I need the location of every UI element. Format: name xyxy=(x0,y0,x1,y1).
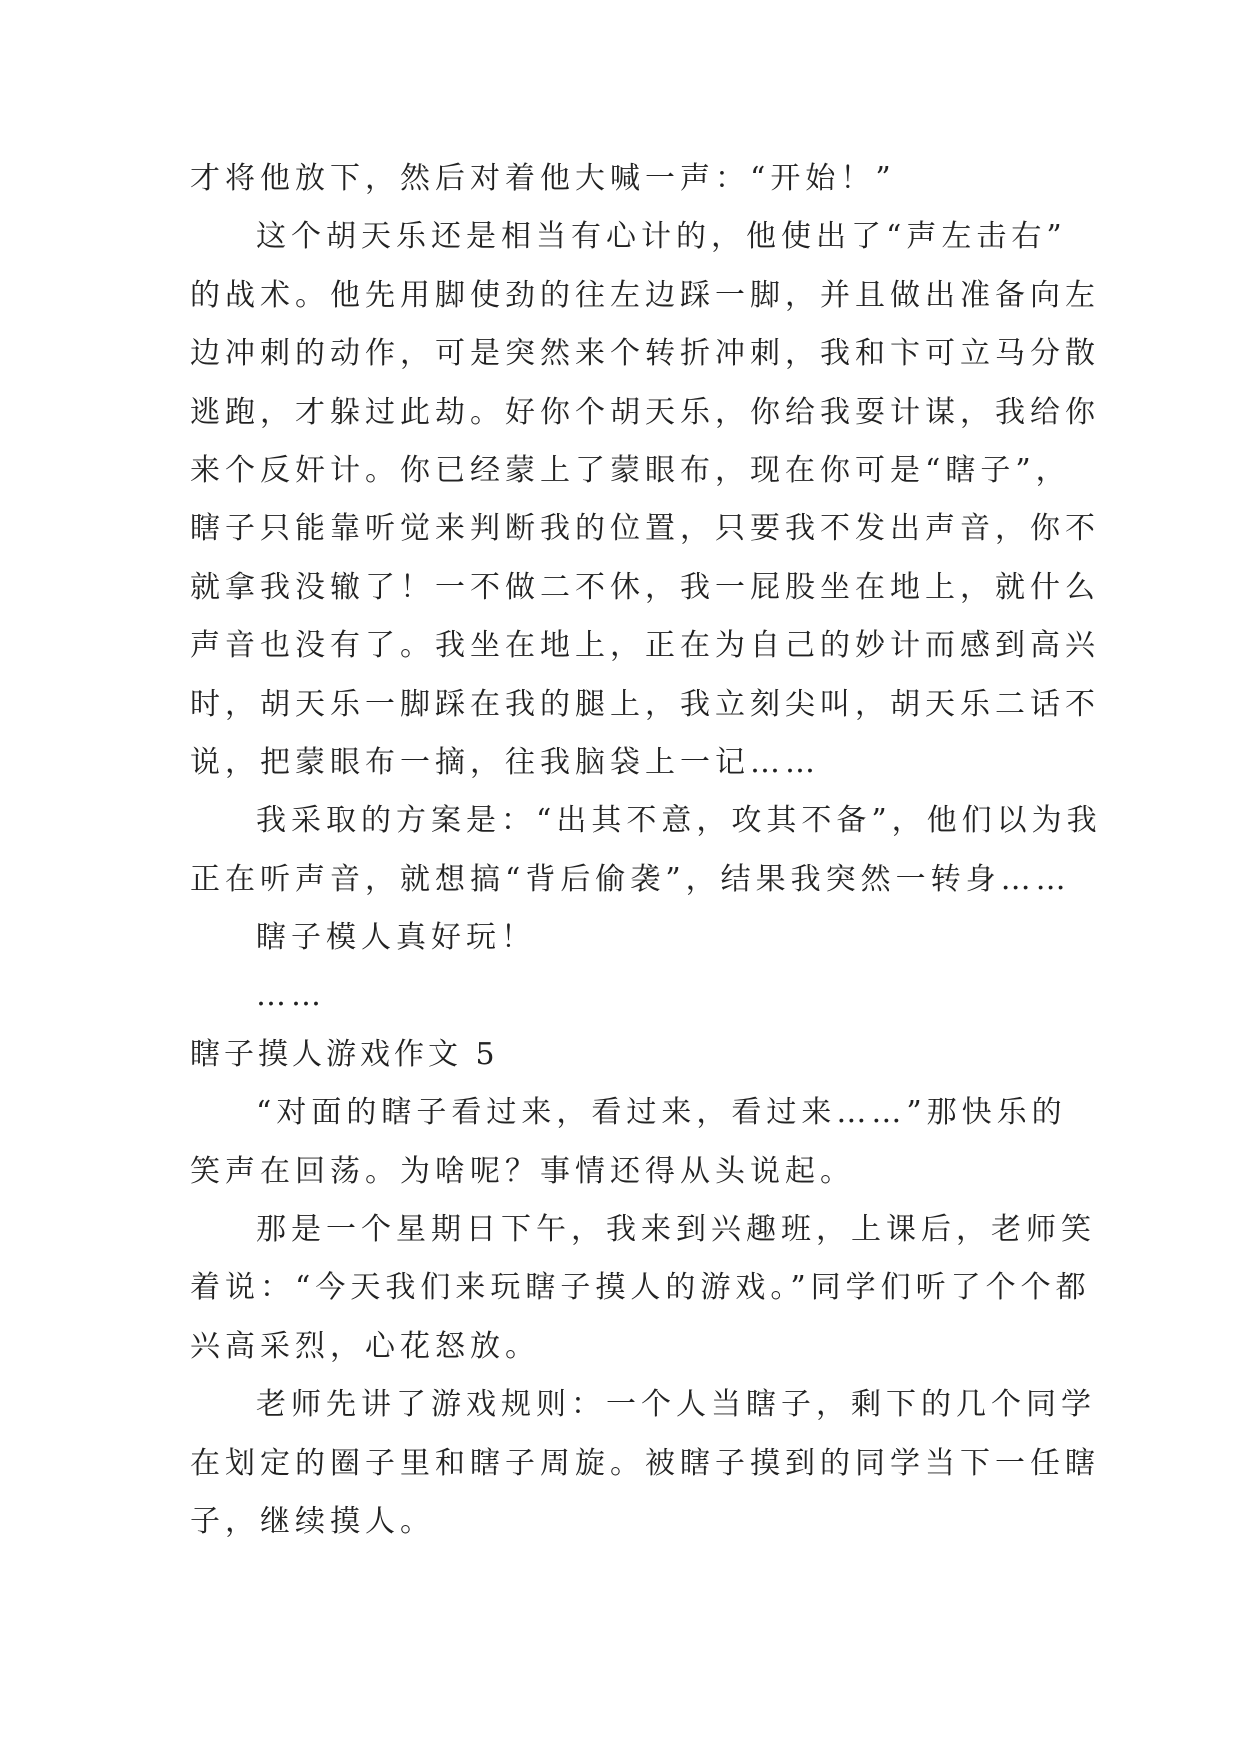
paragraph-line: 在划定的圈子里和瞎子周旋。被瞎子摸到的同学当下一任瞎 xyxy=(190,1445,1100,1481)
paragraph-line: 时，胡天乐一脚踩在我的腿上，我立刻尖叫，胡天乐二话不 xyxy=(190,686,1100,722)
paragraph-line: 那是一个星期日下午，我来到兴趣班，上课后，老师笑 xyxy=(256,1212,1096,1248)
paragraph-line: 子，继续摸人。 xyxy=(190,1503,435,1539)
paragraph-line: 来个反奸计。你已经蒙上了蒙眼布，现在你可是“瞎子”， xyxy=(190,452,1071,488)
paragraph-line: 老师先讲了游戏规则：一个人当瞎子，剩下的几个同学 xyxy=(256,1387,1096,1423)
paragraph-line: 才将他放下，然后对着他大喊一声：“开始！” xyxy=(190,161,896,196)
paragraph-line: 兴高采烈，心花怒放。 xyxy=(190,1328,540,1364)
paragraph-line: 瞎子模人真好玩！ xyxy=(256,920,536,956)
paragraph-line: 就拿我没辙了！一不做二不休，我一屁股坐在地上，就什么 xyxy=(190,569,1100,605)
paragraph-line: 着说：“今天我们来玩瞎子摸人的游戏。”同学们听了个个都 xyxy=(190,1270,1091,1306)
paragraph-line: 的战术。他先用脚使劲的往左边踩一脚，并且做出准备向左 xyxy=(190,277,1100,313)
essay-heading: 瞎子摸人游戏作文 5 xyxy=(190,1036,499,1072)
paragraph-line: 声音也没有了。我坐在地上，正在为自己的妙计而感到高兴 xyxy=(190,628,1100,664)
paragraph-line: “对面的瞎子看过来，看过来，看过来……”那快乐的 xyxy=(256,1095,1067,1131)
ellipsis-line: …… xyxy=(256,978,326,1014)
paragraph-line: 我采取的方案是：“出其不意，攻其不备”，他们以为我 xyxy=(256,803,1102,839)
paragraph-line: 瞎子只能靠听觉来判断我的位置，只要我不发出声音，你不 xyxy=(190,511,1100,547)
essay-text xyxy=(190,150,1102,1551)
paragraph-line: 正在听声音，就想搞“背后偷袭”，结果我突然一转身…… xyxy=(190,861,1071,897)
paragraph-line: 这个胡天乐还是相当有心计的，他使出了“声左击右” xyxy=(256,219,1067,255)
paragraph-line: 逃跑，才躲过此劫。好你个胡天乐，你给我耍计谋，我给你 xyxy=(190,394,1100,430)
paragraph-line: 说，把蒙眼布一摘，往我脑袋上一记…… xyxy=(190,744,820,780)
paragraph-line: 边冲刺的动作，可是突然来个转折冲刺，我和卞可立马分散 xyxy=(190,336,1100,372)
paragraph-line: 笑声在回荡。为啥呢？事情还得从头说起。 xyxy=(190,1153,855,1189)
